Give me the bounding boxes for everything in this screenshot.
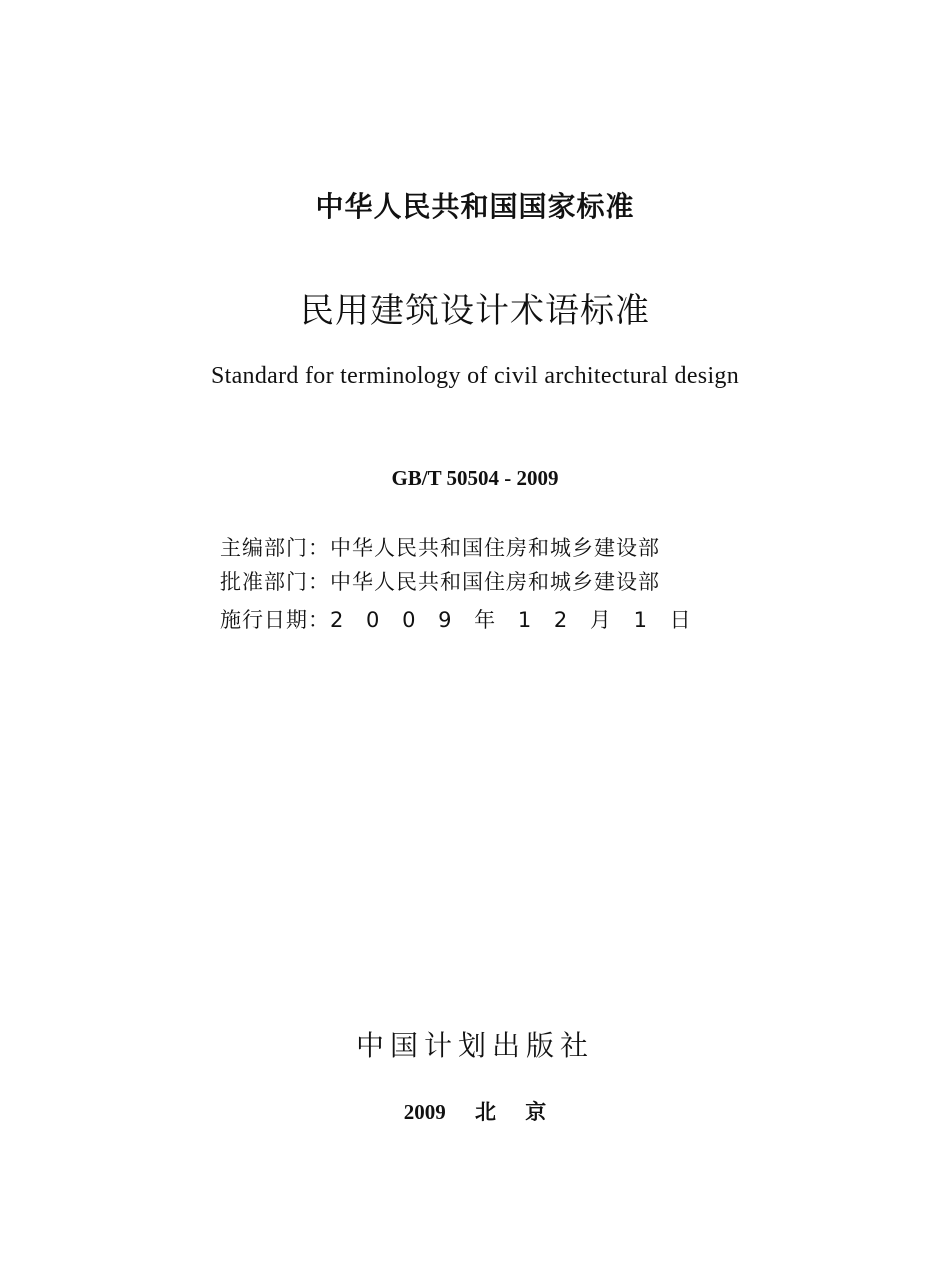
- effective-date-row: [220, 604, 740, 634]
- editor-department-row: [220, 532, 740, 562]
- editor-department-label: 主编部门：: [220, 536, 330, 560]
- effective-date-value: 2 0 0 9 年 1 2 月 1 日: [330, 608, 692, 632]
- document-title-chinese: 民用建筑设计术语标准: [300, 291, 650, 331]
- approval-department-label: 批准部门：: [220, 570, 330, 594]
- approval-department-value: 中华人民共和国住房和城乡建设部: [330, 570, 660, 594]
- document-title-english: Standard for terminology of civil architectural design: [210, 363, 740, 389]
- publication-year: 2009: [403, 1100, 446, 1124]
- approval-department-row: [220, 566, 740, 596]
- national-standard-heading: 中华人民共和国国家标准: [315, 190, 635, 223]
- publication-city: 北 京: [475, 1099, 547, 1124]
- standard-code: GB/T 50504 - 2009: [391, 466, 559, 490]
- effective-date-label: 施行日期：: [220, 608, 330, 632]
- editor-department-value: 中华人民共和国住房和城乡建设部: [330, 536, 660, 560]
- publisher-name: 中国计划出版社: [355, 1029, 594, 1062]
- publication-info: [0, 1096, 950, 1126]
